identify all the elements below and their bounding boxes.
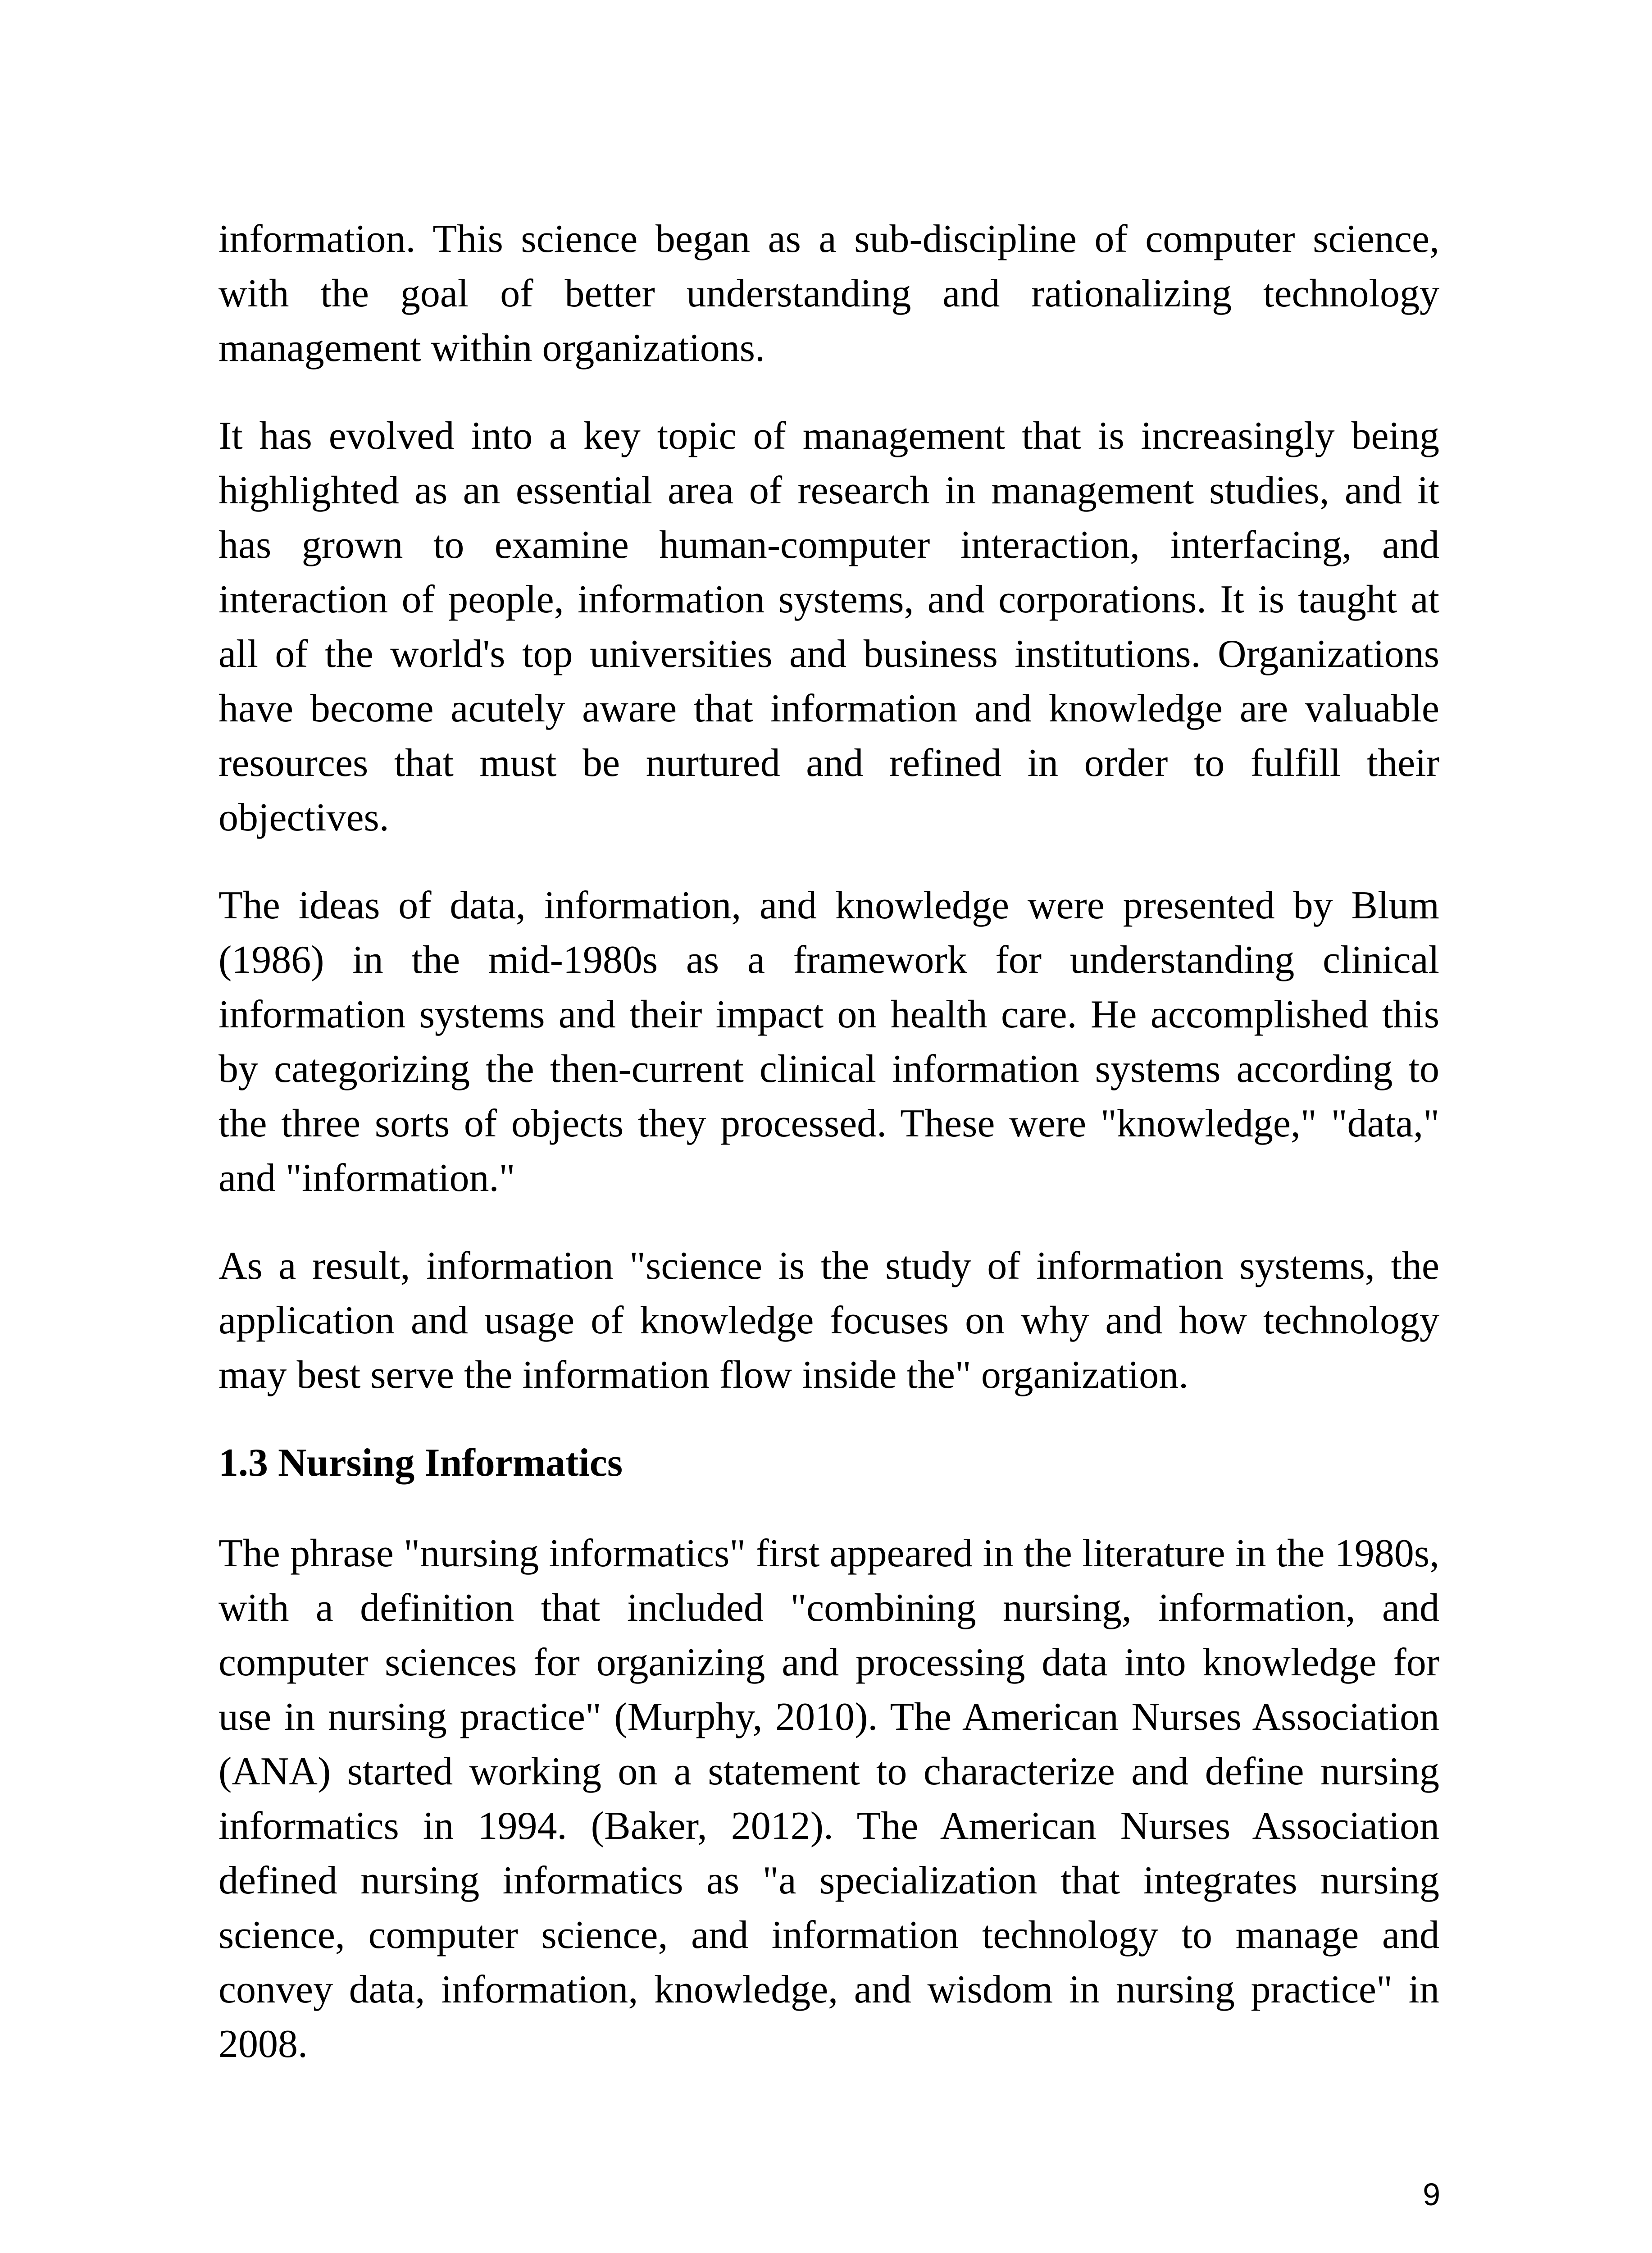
body-paragraph: As a result, information "science is the study of information systems, the application and usage of knowledge focuses on why and how technology may best serve the information flow inside the" organization. [218, 1244, 1439, 1397]
body-paragraph: information. This science began as a sub-discipline of computer science, with the goal of better understanding and rationalizing technology management within organizations. [218, 217, 1439, 370]
body-paragraph: The phrase "nursing informatics" first appeared in the literature in the 1980s, with a definition that included "combining nursing, information, and computer sciences for organizing and processing data into knowledge for use in nursing practice" (Murphy, 2010). The American Nurses Association (ANA) started working on a statement to characterize and define nursing informatics in 1994. (Baker, 2012). The American Nurses Association defined nursing informatics as "a specialization that integrates nursing science, computer science, and information technology to manage and convey data, information, knowledge, and wisdom in nursing practice" in 2008. [218, 1532, 1439, 2066]
body-paragraph: The ideas of data, information, and knowledge were presented by Blum (1986) in the mid-1980s as a framework for understanding clinical information systems and their impact on health care. He accomplished this by categorizing the then-current clinical information systems according to the three sorts of objects they processed. These were "knowledge," "data," and "information." [218, 884, 1439, 1200]
page-content [218, 212, 1439, 2105]
section-heading: 1.3 Nursing Informatics [218, 1441, 623, 1485]
page-number: 9 [1423, 2177, 1440, 2212]
body-paragraph: It has evolved into a key topic of management that is increasingly being highlighted as an essential area of research in management studies, and it has grown to examine human-computer interaction, interfacing, and interaction of people, information systems, and corporations. It is taught at all of the world's top universities and business institutions. Organizations have become acutely aware that information and knowledge are valuable resources that must be nurtured and refined in order to fulfill their objectives. [218, 414, 1439, 839]
